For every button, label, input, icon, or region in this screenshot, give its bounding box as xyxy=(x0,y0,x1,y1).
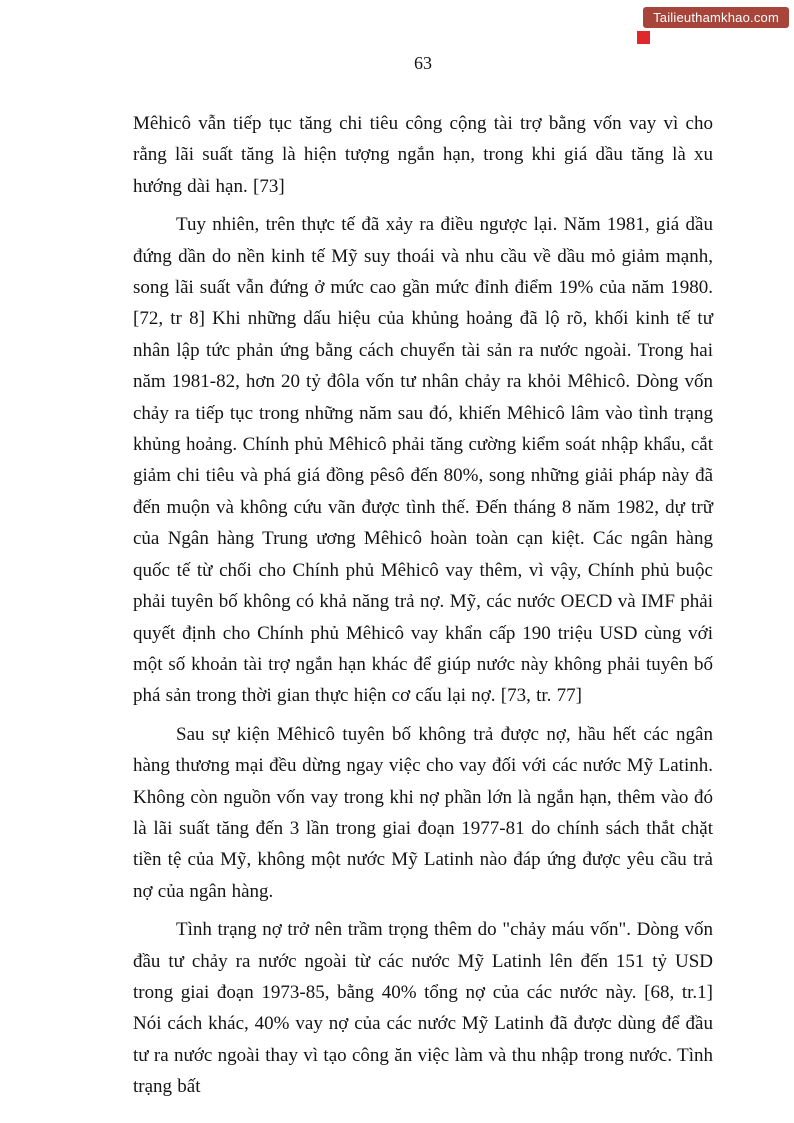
paragraph: Tuy nhiên, trên thực tế đã xảy ra điều ngược lại. Năm 1981, giá dầu đứng dần do nền kinh tế Mỹ suy thoái và nhu cầu về dầu mỏ giảm mạnh, song lãi suất vẫn đứng ở mức cao gần mức đỉnh điểm 19% của năm 1980. [72, tr 8] Khi những dấu hiệu của khủng hoảng đã lộ rõ, khối kinh tế tư nhân lập tức phản ứng bằng cách chuyển tài sản ra nước ngoài. Trong hai năm 1981-82, hơn 20 tỷ đôla vốn tư nhân chảy ra khỏi Mêhicô. Dòng vốn chảy ra tiếp tục trong những năm sau đó, khiến Mêhicô lâm vào tình trạng khủng hoảng. Chính phủ Mêhicô phải tăng cường kiểm soát nhập khẩu, cắt giảm chi tiêu và phá giá đồng pêsô đến 80%, song những giải pháp này đã đến muộn và không cứu vãn được tình thế. Đến tháng 8 năm 1982, dự trữ của Ngân hàng Trung ương Mêhicô hoàn toàn cạn kiệt. Các ngân hàng quốc tế từ chối cho Chính phủ Mêhicô vay thêm, vì vậy, Chính phủ buộc phải tuyên bố không có khả năng trả nợ. Mỹ, các nước OECD và IMF phải quyết định cho Chính phủ Mêhicô vay khẩn cấp 190 triệu USD cùng với một số khoản tài trợ ngắn hạn khác để giúp nước này không phải tuyên bố phá sản trong thời gian thực hiện cơ cấu lại nợ. [73, tr. 77] xyxy=(133,214,713,707)
watermark-logo-square xyxy=(637,31,650,44)
watermark-badge xyxy=(643,7,789,28)
page-number: 63 xyxy=(414,53,432,73)
watermark-site-text: Tailieuthamkhao.com xyxy=(653,10,779,25)
paragraph: Mêhicô vẫn tiếp tục tăng chi tiêu công cộng tài trợ bằng vốn vay vì cho rằng lãi suất tăng là hiện tượng ngắn hạn, trong khi giá dầu tăng là xu hướng dài hạn. [73] xyxy=(133,113,713,197)
paragraph: Sau sự kiện Mêhicô tuyên bố không trả được nợ, hầu hết các ngân hàng thương mại đều dừng ngay việc cho vay đối với các nước Mỹ Latinh. Không còn nguồn vốn vay trong khi nợ phần lớn là ngắn hạn, thêm vào đó là lãi suất tăng đến 3 lần trong giai đoạn 1977-81 do chính sách thắt chặt tiền tệ của Mỹ, không một nước Mỹ Latinh nào đáp ứng được yêu cầu trả nợ của ngân hàng. xyxy=(133,723,713,902)
paragraph: Tình trạng nợ trở nên trầm trọng thêm do "chảy máu vốn". Dòng vốn đầu tư chảy ra nước ngoài từ các nước Mỹ Latinh lên đến 151 tỷ USD trong giai đoạn 1973-85, bằng 40% tổng nợ của các nước này. [68, tr.1] Nói cách khác, 40% vay nợ của các nước Mỹ Latinh đã được dùng để đầu tư ra nước ngoài thay vì tạo công ăn việc làm và thu nhập trong nước. Tình trạng bất xyxy=(133,919,713,1098)
document-body xyxy=(133,108,713,1110)
